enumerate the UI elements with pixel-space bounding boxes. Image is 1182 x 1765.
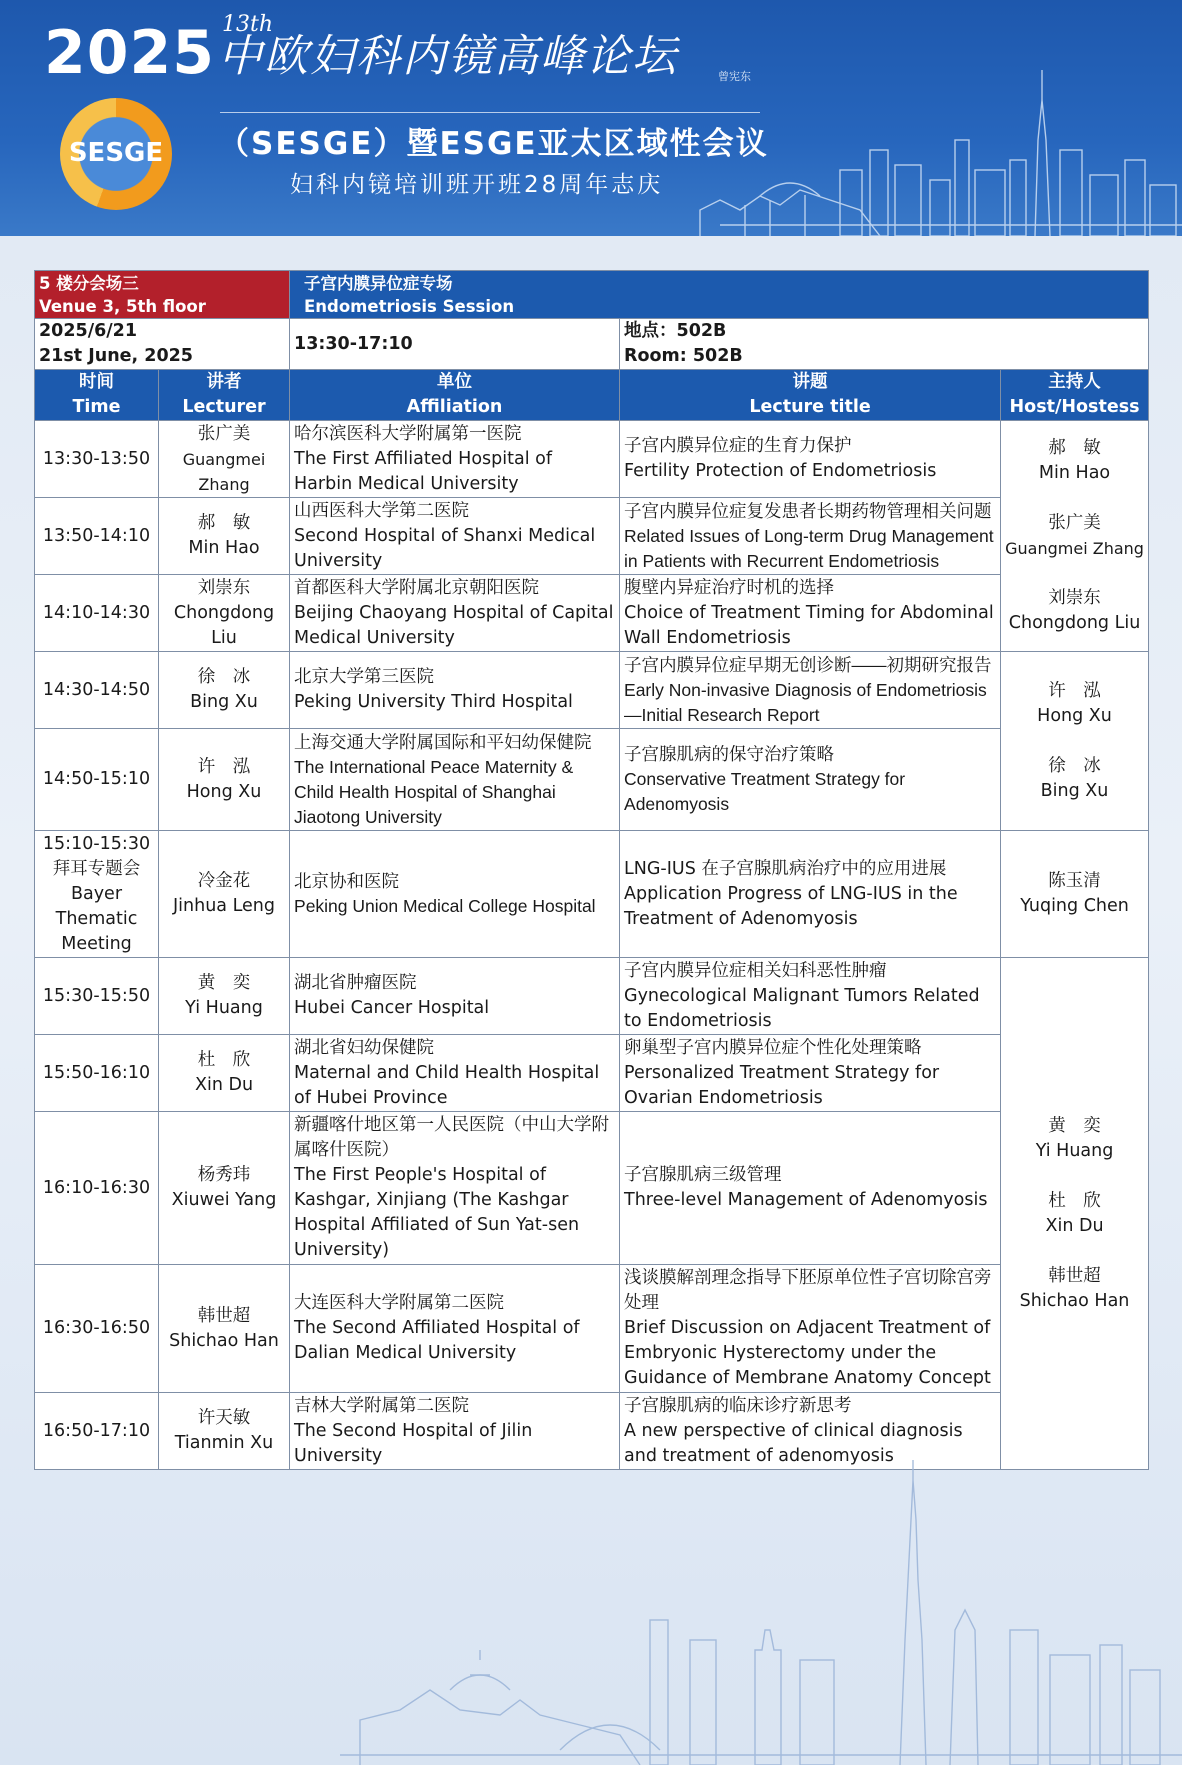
calligraphy-title: 中欧妇科内镜高峰论坛 (218, 31, 678, 82)
lecturer-en: Hong Xu (186, 781, 262, 802)
title-cn: 子宫内膜异位症相关妇科恶性肿瘤 (624, 960, 887, 981)
calligraphy-signature: 曾宪东 (718, 70, 751, 83)
affiliation-cn: 北京协和医院 (294, 871, 400, 891)
bayer-meeting-en: Bayer Thematic Meeting (55, 883, 138, 954)
bayer-meeting-cn: 拜耳专题会 (52, 858, 141, 879)
row-time: 16:50-17:10 (35, 1393, 159, 1470)
col-title (620, 370, 1001, 421)
col-time-en: Time (72, 397, 121, 417)
col-host (1001, 370, 1149, 421)
session-info-row (35, 319, 1149, 370)
title-cn: 卵巢型子宫内膜异位症个性化处理策略 (624, 1037, 922, 1058)
affiliation-en: The International Peace Maternity & Child Health Hospital of Shanghai Jiaotong University (294, 756, 574, 827)
affiliation-cn: 湖北省妇幼保健院 (294, 1037, 435, 1058)
lecturer-cell (159, 831, 290, 958)
title-cn: 浅谈膜解剖理念指导下胚原单位性子宫切除宫旁处理 (624, 1268, 992, 1313)
title-cell (620, 1035, 1001, 1112)
room-cn: 地点：502B (624, 321, 727, 341)
title-en: Fertility Protection of Endometriosis (624, 461, 937, 481)
host-en: Shichao Han (1019, 1290, 1130, 1311)
table-row (35, 1112, 1149, 1265)
lecturer-en: Yi Huang (185, 998, 263, 1018)
date-en: 21st June, 2025 (39, 346, 193, 366)
host-cell (1001, 652, 1149, 831)
title-cell (620, 1265, 1001, 1393)
affiliation-cell (290, 1265, 620, 1393)
lecturer-cn: 徐 冰 (197, 667, 251, 687)
row-time: 16:30-16:50 (35, 1265, 159, 1393)
lecturer-en: Xiuwei Yang (171, 1190, 277, 1210)
lecturer-cn: 刘崇东 (197, 577, 251, 598)
affiliation-cell (290, 1035, 620, 1112)
affiliation-en: The First People's Hospital of Kashgar, Xinjiang (The Kashgar Hospital Affiliated of Sun Yat-sen University) (294, 1165, 580, 1260)
affiliation-en: The Second Affiliated Hospital of Dalian Medical University (294, 1318, 580, 1363)
affiliation-cell (290, 1393, 620, 1470)
affiliation-cn: 山西医科大学第二医院 (294, 500, 470, 521)
host-en: Hong Xu (1037, 705, 1112, 726)
host-cell (1001, 421, 1149, 652)
col-time (35, 370, 159, 421)
lecturer-cn: 张广美 (197, 423, 251, 444)
affiliation-en: Hubei Cancer Hospital (294, 998, 490, 1018)
host-en: Chongdong Liu (1008, 613, 1141, 633)
title-cell (620, 1112, 1001, 1265)
lecturer-en: Xin Du (194, 1075, 254, 1095)
lecturer-cell (159, 958, 290, 1035)
lecturer-cn: 杨秀玮 (197, 1165, 251, 1185)
affiliation-cn: 北京大学第三医院 (294, 667, 435, 687)
table-row (35, 652, 1149, 729)
title-en: Application Progress of LNG-IUS in the Treatment of Adenomyosis (624, 883, 958, 929)
title-en: A new perspective of clinical diagnosis and treatment of adenomyosis (624, 1420, 963, 1466)
sesge-logo-text: SESGE (68, 138, 164, 168)
lecturer-cn: 郝 敏 (197, 513, 251, 533)
title-cell (620, 958, 1001, 1035)
title-en: Brief Discussion on Adjacent Treatment of Embryonic Hysterectomy under the Guidance of Membrane Anatomy Concept (624, 1318, 991, 1388)
table-row (35, 729, 1149, 831)
row-time: 14:30-14:50 (35, 652, 159, 729)
host-en: Guangmei Zhang (1005, 539, 1144, 558)
affiliation-en: Beijing Chaoyang Hospital of Capital Medical University (294, 602, 614, 648)
lecturer-cn: 黄 奕 (197, 973, 251, 993)
affiliation-cn: 哈尔滨医科大学附属第一医院 (294, 423, 522, 444)
host-en: Xin Du (1045, 1215, 1104, 1236)
host-cn: 黄 奕 (1048, 1115, 1101, 1136)
affiliation-cn: 吉林大学附属第二医院 (294, 1395, 470, 1416)
title-cn: 子宫腺肌病的保守治疗策略 (624, 744, 835, 764)
title-cn: 子宫内膜异位症早期无创诊断——初期研究报告 (624, 654, 992, 675)
date-cn: 2025/6/21 (39, 321, 138, 341)
affiliation-cell (290, 729, 620, 831)
lecturer-en: Min Hao (188, 538, 260, 558)
title-en: Personalized Treatment Strategy for Ovarian Endometriosis (624, 1062, 940, 1108)
host-cn: 郝 敏 (1048, 438, 1101, 458)
host-en: Min Hao (1038, 463, 1111, 483)
sesge-logo (60, 98, 172, 210)
title-cell (620, 498, 1001, 575)
col-time-cn: 时间 (79, 372, 114, 392)
lecturer-cell (159, 498, 290, 575)
title-cell (620, 831, 1001, 958)
affiliation-en: Second Hospital of Shanxi Medical University (294, 525, 596, 571)
host-en: Bing Xu (1040, 780, 1109, 801)
row-time: 14:10-14:30 (35, 575, 159, 652)
venue-cell (35, 271, 290, 319)
table-row (35, 575, 1149, 652)
affiliation-cell (290, 575, 620, 652)
column-header-row (35, 370, 1149, 421)
lecturer-cell (159, 421, 290, 498)
lecturer-en: Bing Xu (190, 692, 258, 712)
lecturer-en: Shichao Han (169, 1330, 279, 1351)
host-cn: 刘崇东 (1048, 588, 1101, 608)
row-time: 13:50-14:10 (35, 498, 159, 575)
host-cn: 陈玉清 (1048, 871, 1101, 891)
affiliation-en: Peking University Third Hospital (294, 692, 573, 712)
lecturer-cn: 许 泓 (197, 756, 251, 777)
title-en: Related Issues of Long-term Drug Management in Patients with Recurrent Endometriosis (624, 525, 994, 571)
title-cn: 子宫腺肌病三级管理 (624, 1165, 782, 1185)
affiliation-cn: 湖北省肿瘤医院 (294, 973, 417, 993)
affiliation-cell (290, 958, 620, 1035)
col-lecturer-en: Lecturer (182, 397, 266, 417)
affiliation-cn: 首都医科大学附属北京朝阳医院 (294, 577, 540, 598)
year-label: 2025 (44, 18, 215, 88)
lecturer-cell (159, 1265, 290, 1393)
conference-subtitle: （SESGE）暨ESGE亚太区域性会议 (218, 126, 769, 162)
room-en: Room: 502B (624, 346, 743, 366)
lecturer-en: Jinhua Leng (173, 896, 275, 916)
table-row (35, 831, 1149, 958)
title-cn: 子宫内膜异位症复发患者长期药物管理相关问题 (624, 500, 992, 521)
lecturer-en: Guangmei Zhang (182, 449, 266, 494)
header-rule (220, 112, 760, 113)
host-en: Yuqing Chen (1020, 896, 1129, 916)
col-host-cn: 主持人 (1048, 372, 1101, 392)
table-row (35, 498, 1149, 575)
session-name-cn: 子宫内膜异位症专场 (304, 273, 453, 293)
lecturer-en: Chongdong Liu (173, 602, 275, 648)
time-cell (35, 831, 159, 958)
col-lecturer (159, 370, 290, 421)
title-cell (620, 575, 1001, 652)
program-table (34, 270, 1149, 1470)
affiliation-cell (290, 652, 620, 729)
header-banner (0, 0, 1182, 236)
host-cell (1001, 831, 1149, 958)
lecturer-cn: 杜 欣 (197, 1050, 251, 1070)
col-affiliation-en: Affiliation (406, 397, 503, 417)
affiliation-cell (290, 1112, 620, 1265)
title-en: Choice of Treatment Timing for Abdominal Wall Endometriosis (624, 602, 994, 648)
col-host-en: Host/Hostess (1009, 397, 1140, 417)
affiliation-cn: 新疆喀什地区第一人民医院（中山大学附属喀什医院） (294, 1115, 610, 1160)
room-cell (620, 319, 1149, 370)
session-name-en: Endometriosis Session (304, 296, 515, 316)
host-cn: 徐 冰 (1048, 755, 1101, 776)
col-affiliation-cn: 单位 (437, 372, 473, 392)
lecturer-cell (159, 1035, 290, 1112)
date-cell (35, 319, 290, 370)
title-cell (620, 421, 1001, 498)
lecturer-cell (159, 729, 290, 831)
row-time: 13:30-13:50 (35, 421, 159, 498)
lecturer-en: Tianmin Xu (174, 1433, 274, 1453)
affiliation-cn: 上海交通大学附属国际和平妇幼保健院 (294, 731, 592, 752)
title-cn: 子宫腺肌病的临床诊疗新思考 (624, 1395, 852, 1416)
host-en: Yi Huang (1035, 1140, 1114, 1161)
lecturer-cell (159, 1393, 290, 1470)
session-name-cell (290, 271, 1149, 319)
affiliation-en: Peking Union Medical College Hospital (294, 896, 596, 916)
venue-en: Venue 3, 5th floor (39, 296, 206, 316)
calligraphy-superscript: 13th (222, 12, 274, 37)
col-affiliation (290, 370, 620, 421)
title-cell (620, 652, 1001, 729)
row-time: 16:10-16:30 (35, 1112, 159, 1265)
row-time: 15:10-15:30 (42, 833, 151, 854)
title-cell (620, 729, 1001, 831)
lecturer-cn: 冷金花 (197, 871, 251, 891)
lecturer-cell (159, 1112, 290, 1265)
affiliation-en: The First Affiliated Hospital of Harbin Medical University (294, 448, 552, 494)
title-cn: 腹壁内异症治疗时机的选择 (624, 577, 835, 598)
affiliation-cell (290, 498, 620, 575)
affiliation-en: The Second Hospital of Jilin University (294, 1420, 533, 1466)
table-row (35, 421, 1149, 498)
title-en: Conservative Treatment Strategy for Adenomyosis (624, 769, 906, 814)
title-en: Gynecological Malignant Tumors Related to Endometriosis (624, 985, 980, 1031)
affiliation-cell (290, 831, 620, 958)
host-cell (1001, 958, 1149, 1470)
col-lecturer-cn: 讲者 (206, 372, 242, 392)
title-en: Three-level Management of Adenomyosis (624, 1190, 988, 1210)
col-title-en: Lecture title (749, 397, 871, 417)
lecturer-cn: 韩世超 (197, 1305, 251, 1326)
host-cn: 张广美 (1048, 513, 1101, 533)
host-cn: 杜 欣 (1048, 1190, 1101, 1211)
session-header-row (35, 271, 1149, 319)
table-row (35, 1393, 1149, 1470)
affiliation-cn: 大连医科大学附属第二医院 (294, 1293, 505, 1313)
lecturer-cn: 许天敏 (197, 1408, 251, 1428)
session-time-cell (290, 319, 620, 370)
title-cn: LNG-IUS 在子宫腺肌病治疗中的应用进展 (624, 858, 947, 879)
table-row (35, 1035, 1149, 1112)
col-title-cn: 讲题 (792, 372, 828, 392)
lecturer-cell (159, 652, 290, 729)
anniversary-subtitle: 妇科内镜培训班开班28周年志庆 (290, 172, 664, 198)
bottom-skyline-graphic (0, 1460, 1182, 1765)
lecturer-cell (159, 575, 290, 652)
title-cell (620, 1393, 1001, 1470)
title-cn: 子宫内膜异位症的生育力保护 (624, 436, 852, 456)
venue-cn: 5 楼分会场三 (39, 273, 139, 293)
row-time: 14:50-15:10 (35, 729, 159, 831)
host-cn: 许 泓 (1048, 680, 1101, 701)
host-cn: 韩世超 (1048, 1265, 1101, 1286)
affiliation-cell (290, 421, 620, 498)
session-time: 13:30-17:10 (294, 333, 413, 354)
table-row (35, 958, 1149, 1035)
row-time: 15:50-16:10 (35, 1035, 159, 1112)
table-row (35, 1265, 1149, 1393)
title-en: Early Non-invasive Diagnosis of Endometriosis —Initial Research Report (624, 679, 987, 725)
affiliation-en: Maternal and Child Health Hospital of Hubei Province (294, 1062, 600, 1108)
row-time: 15:30-15:50 (35, 958, 159, 1035)
